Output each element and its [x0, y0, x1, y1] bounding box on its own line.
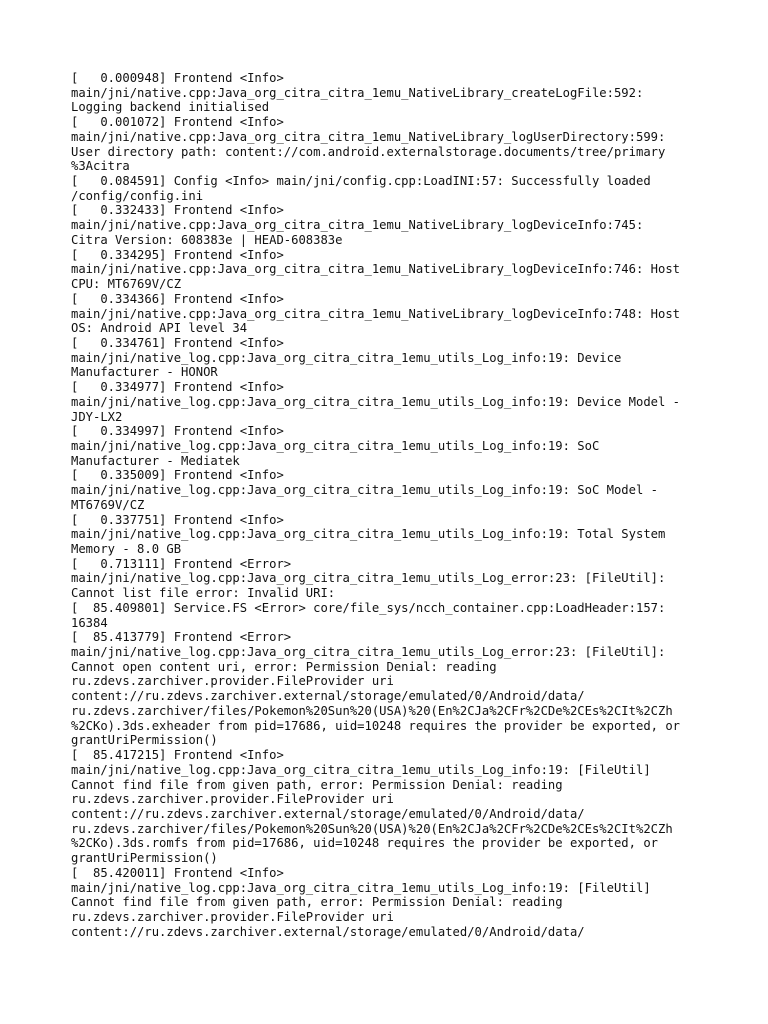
- log-line: OS: Android API level 34: [71, 321, 248, 336]
- log-line: CPU: MT6769V/CZ: [71, 277, 182, 292]
- log-line: %3Acitra: [71, 159, 130, 174]
- log-line: ru.zdevs.zarchiver.provider.FileProvider uri: [71, 674, 394, 689]
- log-line: main/jni/native.cpp:Java_org_citra_citra_1emu_NativeLibrary_logDeviceInfo:746: Host: [71, 262, 681, 277]
- log-line: [ 85.409801] Service.FS <Error> core/file_sys/ncch_container.cpp:LoadHeader:157:: [71, 600, 666, 615]
- log-line: ru.zdevs.zarchiver.provider.FileProvider uri: [71, 792, 394, 807]
- log-line: main/jni/native_log.cpp:Java_org_citra_citra_1emu_utils_Log_error:23: [FileUtil]:: [71, 645, 666, 660]
- log-line: [ 0.334997] Frontend <Info>: [71, 424, 284, 439]
- log-line: Manufacturer - Mediatek: [71, 453, 240, 468]
- log-line: [ 0.084591] Config <Info> main/jni/config.cpp:LoadINI:57: Successfully loaded: [71, 174, 651, 189]
- log-line: JDY-LX2: [71, 409, 123, 424]
- log-line: MT6769V/CZ: [71, 497, 145, 512]
- log-line: Citra Version: 608383e | HEAD-608383e: [71, 232, 343, 247]
- log-line: main/jni/native.cpp:Java_org_citra_citra_1emu_NativeLibrary_logDeviceInfo:748: Host: [71, 306, 681, 321]
- log-line: %2CKo).3ds.romfs from pid=17686, uid=10248 requires the provider be exported, or: [71, 836, 658, 851]
- log-line: ru.zdevs.zarchiver/files/Pokemon%20Sun%20(USA)%20(En%2CJa%2CFr%2CDe%2CEs%2CIt%2CZh: [71, 703, 673, 718]
- log-line: main/jni/native_log.cpp:Java_org_citra_citra_1emu_utils_Log_info:19: SoC: [71, 438, 600, 453]
- log-line: grantUriPermission(): [71, 851, 218, 866]
- log-line: [ 85.413779] Frontend <Error>: [71, 630, 292, 645]
- log-line: main/jni/native_log.cpp:Java_org_citra_citra_1emu_utils_Log_info:19: [FileUtil]: [71, 880, 651, 895]
- log-line: main/jni/native_log.cpp:Java_org_citra_citra_1emu_utils_Log_info:19: Device: [71, 350, 622, 365]
- log-line: [ 85.420011] Frontend <Info>: [71, 865, 284, 880]
- log-line: content://ru.zdevs.zarchiver.external/storage/emulated/0/Android/data/: [71, 924, 585, 939]
- log-line: [ 0.000948] Frontend <Info>: [71, 71, 284, 85]
- log-line: 16384: [71, 615, 108, 630]
- log-line: [ 0.334761] Frontend <Info>: [71, 335, 284, 350]
- log-line: [ 0.713111] Frontend <Error>: [71, 556, 292, 571]
- log-line: main/jni/native_log.cpp:Java_org_citra_citra_1emu_utils_Log_info:19: [FileUtil]: [71, 762, 651, 777]
- log-line: Cannot list file error: Invalid URI:: [71, 586, 336, 601]
- log-line: /config/config.ini: [71, 188, 204, 203]
- log-line: main/jni/native_log.cpp:Java_org_citra_citra_1emu_utils_Log_info:19: Total System: [71, 527, 666, 542]
- log-line: User directory path: content://com.android.externalstorage.documents/tree/primary: [71, 144, 666, 159]
- log-line: main/jni/native_log.cpp:Java_org_citra_citra_1emu_utils_Log_info:19: Device Model -: [71, 394, 681, 409]
- log-line: %2CKo).3ds.exheader from pid=17686, uid=10248 requires the provider be exported, or: [71, 718, 681, 733]
- log-line: content://ru.zdevs.zarchiver.external/storage/emulated/0/Android/data/: [71, 689, 585, 704]
- log-line: main/jni/native.cpp:Java_org_citra_citra_1emu_NativeLibrary_logUserDirectory:599:: [71, 129, 666, 144]
- log-line: content://ru.zdevs.zarchiver.external/storage/emulated/0/Android/data/: [71, 806, 585, 821]
- log-line: [ 0.335009] Frontend <Info>: [71, 468, 284, 483]
- log-line: main/jni/native_log.cpp:Java_org_citra_citra_1emu_utils_Log_error:23: [FileUtil]:: [71, 571, 666, 586]
- log-line: Memory - 8.0 GB: [71, 542, 182, 556]
- log-text-body: [71, 71, 711, 939]
- log-line: Manufacturer - HONOR: [71, 365, 218, 380]
- log-line: [ 0.334295] Frontend <Info>: [71, 247, 284, 262]
- log-line: main/jni/native.cpp:Java_org_citra_citra_1emu_NativeLibrary_logDeviceInfo:745:: [71, 218, 644, 233]
- log-line: Cannot find file from given path, error: Permission Denial: reading: [71, 777, 563, 792]
- log-line: [ 0.332433] Frontend <Info>: [71, 203, 284, 218]
- log-line: [ 0.001072] Frontend <Info>: [71, 115, 284, 130]
- log-line: main/jni/native.cpp:Java_org_citra_citra_1emu_NativeLibrary_createLogFile:592:: [71, 85, 644, 100]
- log-line: [ 0.337751] Frontend <Info>: [71, 512, 284, 527]
- log-line: Logging backend initialised: [71, 100, 270, 115]
- log-line: Cannot open content uri, error: Permission Denial: reading: [71, 659, 497, 674]
- log-line: [ 0.334366] Frontend <Info>: [71, 291, 284, 306]
- log-line: ru.zdevs.zarchiver.provider.FileProvider uri: [71, 909, 394, 924]
- log-line: Cannot find file from given path, error: Permission Denial: reading: [71, 895, 563, 910]
- log-line: [ 0.334977] Frontend <Info>: [71, 380, 284, 395]
- log-line: main/jni/native_log.cpp:Java_org_citra_citra_1emu_utils_Log_info:19: SoC Model -: [71, 483, 658, 498]
- log-line: grantUriPermission(): [71, 733, 218, 748]
- log-line: [ 85.417215] Frontend <Info>: [71, 748, 284, 763]
- log-line: ru.zdevs.zarchiver/files/Pokemon%20Sun%20(USA)%20(En%2CJa%2CFr%2CDe%2CEs%2CIt%2CZh: [71, 821, 673, 836]
